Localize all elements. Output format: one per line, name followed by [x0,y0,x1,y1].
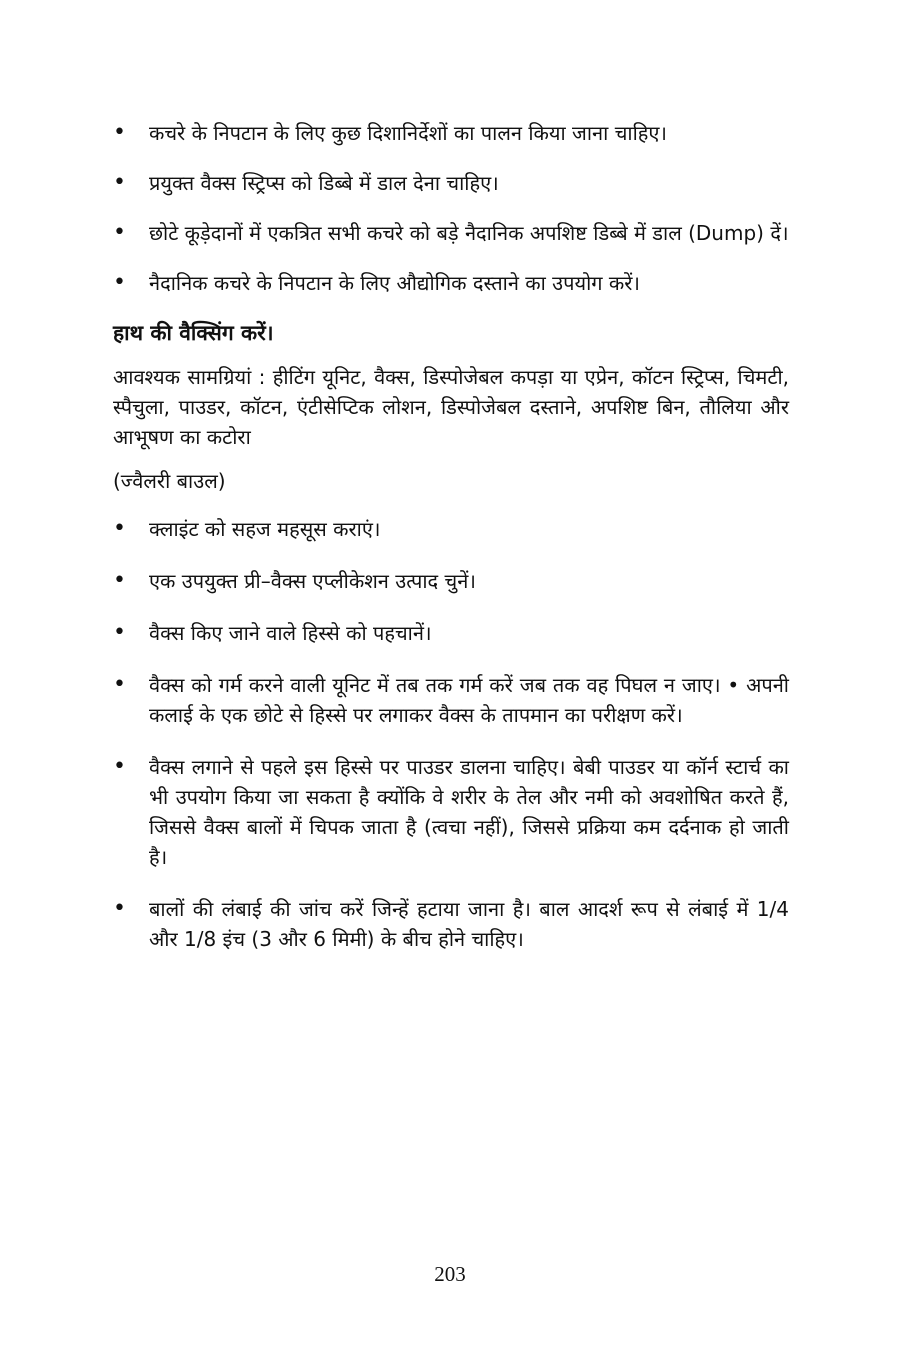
list-item [113,894,789,954]
bullet-icon: • [113,672,126,697]
list-item [113,670,789,730]
list-item-text: बालों की लंबाई की जांच करें जिन्हें हटाया जाना है। बाल आदर्श रूप से लंबाई में 1/4 और 1/8 इंच (3 और 6 मिमी) के बीच होने चाहिए। [149,897,789,951]
list-item-text: प्रयुक्त वैक्स स्ट्रिप्स को डिब्बे में डाल देना चाहिए। [149,171,499,195]
list-item [113,566,789,596]
materials-note: (ज्वैलरी बाउल) [113,469,226,493]
list-item-text: वैक्स लगाने से पहले इस हिस्से पर पाउडर डालना चाहिए। बेबी पाउडर या कॉर्न स्टार्च का भी उपयोग किया जा सकता है क्योंकि वे शरीर के तेल और नमी को अवशोषित करते हैं, जिससे वैक्स बालों में चिपक जाता है (त्वचा नहीं), जिससे प्रक्रिया कम दर्दनाक हो जाती है। [149,755,789,869]
section-heading: हाथ की वैक्सिंग करें। [113,321,274,345]
list-item-text: वैक्स किए जाने वाले हिस्से को पहचानें। [149,621,432,645]
bullet-icon: • [113,754,126,779]
bullet-icon: • [113,896,126,921]
bullet-icon: • [113,270,126,295]
list-item-text: नैदानिक कचरे के निपटान के लिए औद्योगिक दस्ताने का उपयोग करें। [149,271,641,295]
list-item-text: वैक्स को गर्म करने वाली यूनिट में तब तक गर्म करें जब तक वह पिघल न जाए। • अपनी कलाई के एक छोटे से हिस्से पर लगाकर वैक्स के तापमान का परीक्षण करें। [149,673,789,727]
materials-paragraph: आवश्यक सामग्रियां : हीटिंग यूनिट, वैक्स, डिस्पोजेबल कपड़ा या एप्रेन, कॉटन स्ट्रिप्स, चिमटी, स्पैचुला, पाउडर, कॉटन, एंटीसेप्टिक लोशन, डिस्पोजेबल दस्ताने, अपशिष्ट बिन, तौलिया और आभूषण का कटोरा [113,365,789,449]
page-number: 203 [434,1262,466,1286]
bullet-icon: • [113,220,126,245]
list-item [113,218,789,248]
list-item [113,168,789,198]
list-item-text: छोटे कूड़ेदानों में एकत्रित सभी कचरे को बड़े नैदानिक अपशिष्ट डिब्बे में डाल (Dump) दें। [149,221,789,245]
list-item-text: क्लाइंट को सहज महसूस कराएं। [149,517,381,541]
list-item [113,752,789,872]
list-item-text: कचरे के निपटान के लिए कुछ दिशानिर्देशों का पालन किया जाना चाहिए। [149,121,668,145]
bullet-icon: • [113,170,126,195]
disposal-guidelines-list [113,118,789,298]
bullet-icon: • [113,120,126,145]
list-item [113,268,789,298]
bullet-icon: • [113,620,126,645]
list-item-text: एक उपयुक्त प्री–वैक्स एप्लीकेशन उत्पाद चुनें। [149,569,476,593]
waxing-steps-list [113,514,789,954]
list-item [113,618,789,648]
list-item [113,118,789,148]
bullet-icon: • [113,516,126,541]
page-content [113,118,789,976]
list-item [113,514,789,544]
bullet-icon: • [113,568,126,593]
